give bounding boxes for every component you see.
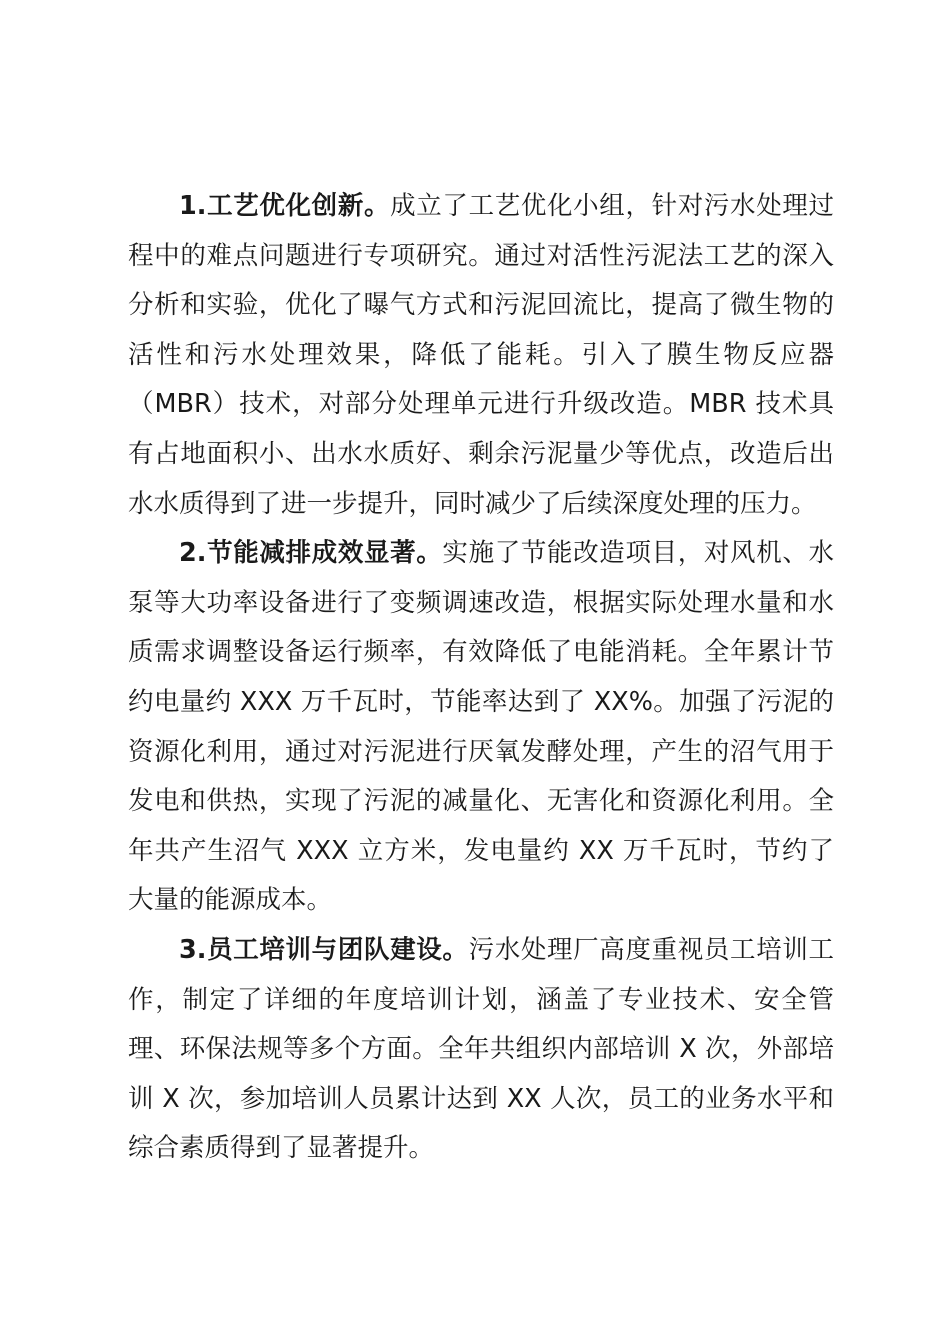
paragraph-process-optimization — [128, 182, 834, 529]
paragraph-staff-training — [128, 926, 834, 1174]
paragraph-text: 实施了节能改造项目，对风机、水泵等大功率设备进行了变频调速改造，根据实际处理水量和水质需求调整设备运行频率，有效降低了电能消耗。全年累计节约电量约 XXX 万千瓦时，节能率达到了 XX%。加强了污泥的资源化利用，通过对污泥进行厌氧发酵处理，产生的沼气用于发电和供热，实现了污泥的减量化、无害化和资源化利用。全年共产生沼气 XXX 立方米，发电量约 XX 万千瓦时，节约了大量的能源成本。 — [128, 538, 834, 916]
paragraph-text: 污水处理厂高度重视员工培训工作，制定了详细的年度培训计划，涵盖了专业技术、安全管理、环保法规等多个方面。全年共组织内部培训 X 次，外部培训 X 次，参加培训人员累计达到 XX 人次，员工的业务水平和综合素质得到了显著提升。 — [128, 934, 834, 1164]
paragraph-heading: 2.节能减排成效显著。 — [179, 538, 443, 569]
paragraph-heading: 1.工艺优化创新。 — [179, 191, 391, 221]
paragraph-energy-saving — [128, 529, 834, 926]
paragraph-heading: 3.员工培训与团队建设。 — [179, 934, 469, 965]
paragraph-text: 成立了工艺优化小组，针对污水处理过程中的难点问题进行专项研究。通过对活性污泥法工艺的深入分析和实验，优化了曝气方式和污泥回流比，提高了微生物的活性和污水处理效果，降低了能耗。引入了膜生物反应器（MBR）技术，对部分处理单元进行升级改造。MBR 技术具有占地面积小、出水水质好、剩余污泥量少等优点，改造后出水水质得到了进一步提升，同时减少了后续深度处理的压力。 — [128, 191, 834, 519]
document-body — [128, 182, 834, 1174]
